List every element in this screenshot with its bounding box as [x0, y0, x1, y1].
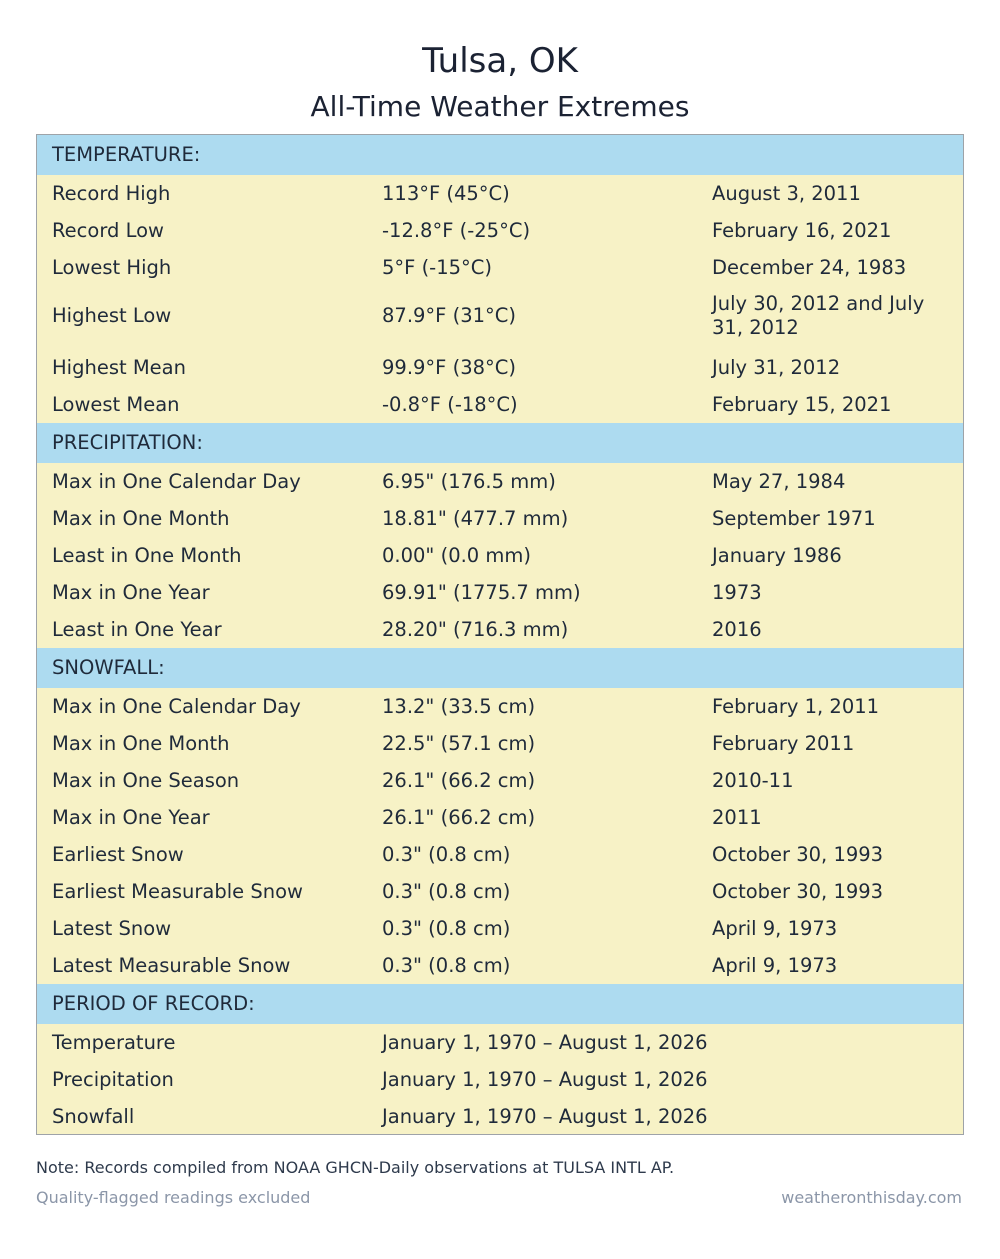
page-title: Tulsa, OK: [422, 41, 578, 81]
section-header-snowfall: [37, 648, 963, 688]
row-label: Lowest High: [52, 255, 172, 279]
table-row: [37, 537, 963, 574]
table-row: [37, 1061, 963, 1098]
row-label: Record High: [52, 181, 171, 205]
row-value: 22.5" (57.1 cm): [382, 731, 536, 755]
table-row: [37, 910, 963, 947]
row-date: October 30, 1993: [712, 879, 884, 903]
row-value: January 1, 1970 – August 1, 2026: [382, 1030, 708, 1054]
row-value: 0.3" (0.8 cm): [382, 953, 511, 977]
row-label: Max in One Month: [52, 506, 230, 530]
section-header-precipitation: [37, 423, 963, 463]
row-value: 0.3" (0.8 cm): [382, 842, 511, 866]
table-row: [37, 574, 963, 611]
row-date: July 30, 2012 and July 31, 2012: [712, 292, 925, 339]
row-value: 99.9°F (38°C): [382, 355, 516, 379]
footer-site-credit: weatheronthisday.com: [781, 1188, 962, 1207]
row-date: September 1971: [712, 506, 876, 530]
table-row: [37, 249, 963, 286]
row-value: 0.3" (0.8 cm): [382, 916, 511, 940]
row-value: 113°F (45°C): [382, 181, 510, 205]
row-label: Highest Mean: [52, 355, 186, 379]
row-label: Least in One Month: [52, 543, 242, 567]
row-date: August 3, 2011: [712, 181, 861, 205]
row-date: April 9, 1973: [712, 953, 838, 977]
row-date: February 16, 2021: [712, 218, 892, 242]
row-label: Max in One Year: [52, 805, 210, 829]
row-label: Max in One Month: [52, 731, 230, 755]
row-value: 13.2" (33.5 cm): [382, 694, 536, 718]
section-header-period-of-record: [37, 984, 963, 1024]
table-row: [37, 688, 963, 725]
section-header-temperature: [37, 135, 963, 175]
table-row: [37, 349, 963, 386]
row-label: Max in One Calendar Day: [52, 694, 301, 718]
row-value: 26.1" (66.2 cm): [382, 768, 536, 792]
row-date: February 15, 2021: [712, 392, 892, 416]
row-label: Lowest Mean: [52, 392, 180, 416]
row-date: April 9, 1973: [712, 916, 838, 940]
table-row: [37, 947, 963, 984]
row-label: Precipitation: [52, 1067, 174, 1091]
row-value: 26.1" (66.2 cm): [382, 805, 536, 829]
table-row: [37, 836, 963, 873]
row-label: Latest Snow: [52, 916, 172, 940]
table-row: [37, 212, 963, 249]
table-row: [37, 799, 963, 836]
row-date: February 2011: [712, 731, 855, 755]
row-label: Earliest Snow: [52, 842, 184, 866]
section-header-label: PRECIPITATION:: [52, 431, 203, 454]
row-value: 6.95" (176.5 mm): [382, 469, 556, 493]
table-row: [37, 725, 963, 762]
row-date: January 1986: [712, 543, 842, 567]
table-row: [37, 1098, 963, 1135]
row-date: 2010-11: [712, 768, 794, 792]
table-row: [37, 1024, 963, 1061]
row-value: -0.8°F (-18°C): [382, 392, 518, 416]
table-row: [37, 175, 963, 212]
row-label: Max in One Calendar Day: [52, 469, 301, 493]
page-subtitle: All-Time Weather Extremes: [310, 90, 690, 123]
row-date: October 30, 1993: [712, 842, 884, 866]
row-label: Snowfall: [52, 1104, 135, 1128]
row-value: 69.91" (1775.7 mm): [382, 580, 581, 604]
row-label: Earliest Measurable Snow: [52, 879, 303, 903]
row-label: Least in One Year: [52, 617, 222, 641]
row-date: 2016: [712, 617, 762, 641]
section-header-label: SNOWFALL:: [52, 656, 165, 679]
row-value: 28.20" (716.3 mm): [382, 617, 569, 641]
extremes-table: [36, 134, 964, 1135]
table-row: [37, 762, 963, 799]
row-value: 18.81" (477.7 mm): [382, 506, 569, 530]
table-row: [37, 611, 963, 648]
data-source-note: Note: Records compiled from NOAA GHCN-Daily observations at TULSA INTL AP.: [36, 1158, 675, 1177]
table-row: [37, 500, 963, 537]
row-label: Temperature: [52, 1030, 176, 1054]
row-date: February 1, 2011: [712, 694, 880, 718]
row-value: January 1, 1970 – August 1, 2026: [382, 1067, 708, 1091]
row-value: 0.00" (0.0 mm): [382, 543, 532, 567]
row-label: Latest Measurable Snow: [52, 953, 291, 977]
row-value: -12.8°F (-25°C): [382, 218, 531, 242]
table-row: [37, 873, 963, 910]
row-value: January 1, 1970 – August 1, 2026: [382, 1104, 708, 1128]
row-label: Highest Low: [52, 304, 172, 327]
row-date: December 24, 1983: [712, 255, 907, 279]
row-label: Record Low: [52, 218, 164, 242]
row-date: 1973: [712, 580, 762, 604]
row-value: 5°F (-15°C): [382, 255, 493, 279]
section-header-label: PERIOD OF RECORD:: [52, 992, 255, 1015]
footer-disclaimer: Quality-flagged readings excluded: [36, 1188, 311, 1207]
section-header-label: TEMPERATURE:: [52, 143, 201, 166]
row-date: May 27, 1984: [712, 469, 846, 493]
row-date: July 31, 2012: [712, 355, 841, 379]
row-label: Max in One Year: [52, 580, 210, 604]
table-row: [37, 386, 963, 423]
table-row: [37, 286, 963, 346]
table-row: [37, 463, 963, 500]
row-value: 0.3" (0.8 cm): [382, 879, 511, 903]
row-label: Max in One Season: [52, 768, 240, 792]
row-value: 87.9°F (31°C): [382, 304, 516, 327]
row-date: 2011: [712, 805, 762, 829]
